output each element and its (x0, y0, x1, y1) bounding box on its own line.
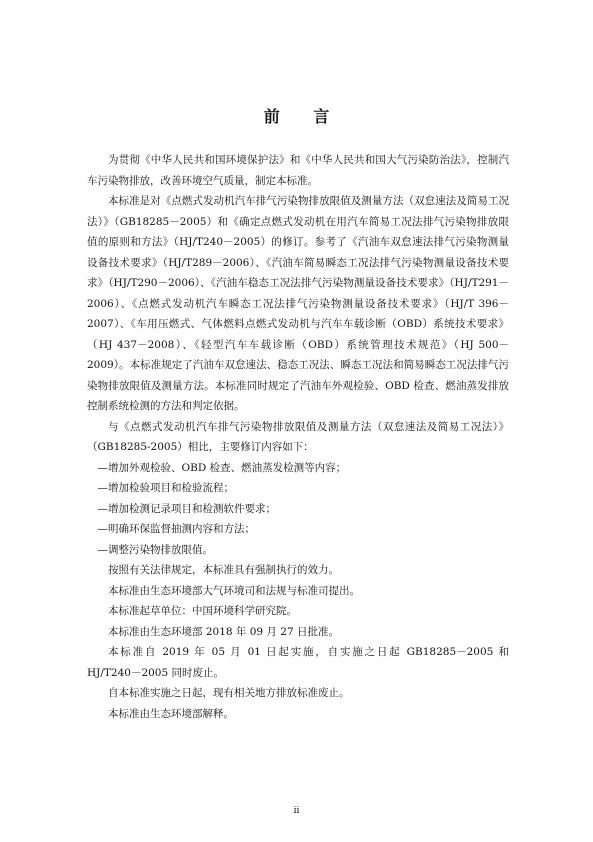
paragraph-effective-date: 本标准自 2019 年 05 月 01 日起实施，自实施之日起 GB18285－2005 和 HJ/T240－2005 同时废止。 (87, 646, 509, 679)
list-item: —增加外观检验、OBD 检查、燃油蒸发检测等内容； (97, 461, 347, 474)
paragraph-revision-basis: 本标准是对《点燃式发动机汽车排气污染物排放限值及测量方法（双怠速法及简易工况法）》（GB18285－2005）和《确定点燃式发动机在用汽车简易工况法排气污染物排放限值的原则和方法》（HJ/T240－2005）的修订。参考了《汽油车双怠速法排气污染物测量设备技术要求》（HJ/T289－2006）、《汽油车简易瞬态工况法排气污染物测量设备技术要求》（HJ/T290－2006）、《汽油车稳态工况法排气污染物测量设备技术要求》（HJ/T291－2006）、《点燃式发动机汽车瞬态工况法排气污染物测量设备技术要求》（HJ/T 396－2007）、《车用压燃式、气体燃料点燃式发动机与汽车车载诊断（OBD）系统技术要求》（HJ 437－2008）、《轻型汽车车载诊断（OBD）系统管理技术规范》（HJ 500－2009）。本标准规定了汽油车双怠速法、稳态工况法、瞬态工况法和简易瞬态工况法排气污染物排放限值及测量方法。本标准同时规定了汽油车外观检验、OBD 检查、燃油蒸发排放控制系统检测的方法和判定依据。 (87, 195, 509, 412)
paragraph-proposer: 本标准由生态环境部大气环境司和法规与标准司提出。 (108, 584, 360, 597)
list-item: —增加检测记录项目和检测软件要求； (97, 502, 276, 515)
list-item: —增加检验项目和检验流程； (97, 482, 234, 494)
page-title: 前 言 (263, 107, 344, 126)
paragraph-legal-effect: 按照有关法律规定，本标准具有强制执行的效力。 (108, 564, 339, 576)
document-body (87, 150, 509, 724)
list-item: —明确环保监督抽测内容和方法； (97, 523, 255, 535)
paragraph-local-standards: 自本标准实施之日起，现有相关地方排放标准废止。 (108, 687, 350, 699)
page-number: ii (293, 806, 300, 816)
list-item: —调整污染物排放限值。 (97, 543, 213, 556)
paragraph-purpose: 为贯彻《中华人民共和国环境保护法》和《中华人民共和国大气污染防治法》，控制汽车污染物排放，改善环境空气质量，制定本标准。 (87, 154, 509, 187)
paragraph-changes-intro: 与《点燃式发动机汽车排气污染物排放限值及测量方法（双怠速法及简易工况法）》（GB18285-2005）相比，主要修订内容如下： (87, 420, 509, 453)
paragraph-drafter: 本标准起草单位：中国环境科学研究院。 (108, 605, 297, 617)
paragraph-interpretation: 本标准由生态环境部解释。 (108, 707, 234, 720)
paragraph-approval: 本标准由生态环境部 2018 年 09 月 27 日批准。 (108, 625, 339, 638)
